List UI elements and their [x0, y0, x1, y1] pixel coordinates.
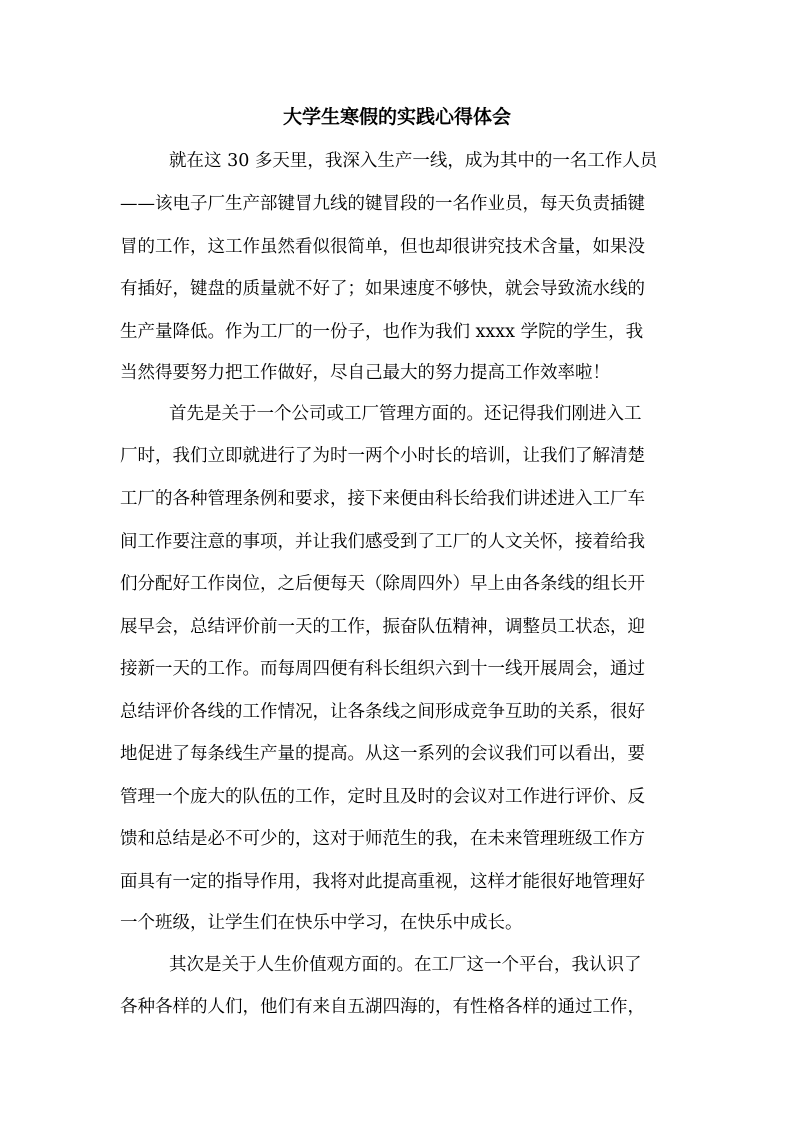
paragraph-line: 们分配好工作岗位，之后便每天（除周四外）早上由各条线的组长开 — [120, 574, 645, 594]
paragraph-line: 就在这 30 多天里，我深入生产一线，成为其中的一名工作人员 — [169, 151, 658, 171]
paragraph-line: 馈和总结是必不可少的，这对于师范生的我，在未来管理班级工作方 — [120, 829, 645, 849]
paragraph-line: 管理一个庞大的队伍的工作，定时且及时的会议对工作进行评价、反 — [120, 787, 645, 807]
paragraph-line: 地促进了每条线生产量的提高。从这一系列的会议我们可以看出，要 — [120, 744, 645, 764]
paragraph-line: 其次是关于人生价值观方面的。在工厂这一个平台，我认识了 — [169, 955, 642, 975]
paragraph-line: 生产量降低。作为工厂的一份子，也作为我们 xxxx 学院的学生，我 — [120, 322, 644, 342]
paragraph-line: 工厂的各种管理条例和要求，接下来便由科长给我们讲述进入工厂车 — [120, 489, 645, 509]
paragraph-line: 面具有一定的指导作用，我将对此提高重视，这样才能很好地管理好 — [120, 872, 645, 892]
paragraph-line: 有插好，键盘的质量就不好了；如果速度不够快，就会导致流水线的 — [120, 279, 645, 299]
paragraph-line: 展早会，总结评价前一天的工作，振奋队伍精神，调整员工状态，迎 — [120, 617, 645, 637]
paragraph-line: 厂时，我们立即就进行了为时一两个小时长的培训，让我们了解清楚 — [120, 446, 645, 466]
paragraph-line: 首先是关于一个公司或工厂管理方面的。还记得我们刚进入工 — [169, 404, 642, 424]
paragraph-line: 总结评价各线的工作情况，让各条线之间形成竞争互助的关系，很好 — [120, 702, 645, 722]
paragraph-line: 一个班级，让学生们在快乐中学习，在快乐中成长。 — [120, 913, 523, 933]
document-title: 大学生寒假的实践心得体会 — [282, 106, 511, 128]
paragraph-line: 当然得要努力把工作做好，尽自己最大的努力提高工作效率啦！ — [120, 363, 610, 383]
paragraph-line: 间工作要注意的事项，并让我们感受到了工厂的人文关怀，接着给我 — [120, 532, 645, 552]
paragraph-line: 冒的工作，这工作虽然看似很简单，但也却很讲究技术含量，如果没 — [120, 237, 645, 257]
paragraph-line: 各种各样的人们，他们有来自五湖四海的，有性格各样的通过工作， — [120, 997, 645, 1017]
paragraph-line: 接新一天的工作。而每周四便有科长组织六到十一线开展周会，通过 — [120, 659, 645, 679]
paragraph-line: ——该电子厂生产部键冒九线的键冒段的一名作业员，每天负责插键 — [120, 194, 645, 214]
